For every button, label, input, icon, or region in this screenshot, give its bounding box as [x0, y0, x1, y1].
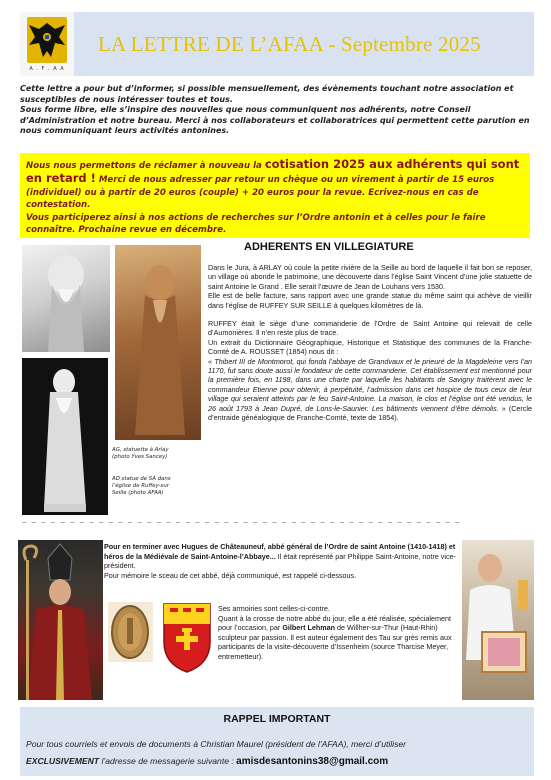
article-paragraph: Ses armoiries sont celles-ci-contre.: [218, 604, 330, 613]
rappel-box: [20, 707, 534, 776]
abbot-seal-image: [108, 602, 153, 662]
notice-highlight: cotisation 2025 aux adhérents qui sont en retard !: [26, 157, 520, 186]
rappel-line-1: Pour tous courriels et envois de documents à Christian Maurel (président de l’AFAA), merci d’utiliser: [26, 739, 407, 749]
article-crosse: [218, 604, 460, 661]
statue-photo-white: [22, 358, 108, 515]
intro-text: [20, 84, 534, 137]
quote-open: «: [208, 356, 215, 366]
article-paragraph: Pour mémoire le sceau de cet abbé, déjà communiqué, est rappelé ci-dessous.: [104, 570, 357, 580]
article-bold-intro: Pour en terminer avec Hugues de Châteauneuf, abbé général de l’Ordre de saint Antoine (1410-1418) et héros de la Médiévale de Saint-Antoine-l’Abbaye...: [104, 542, 456, 561]
article-paragraph: Un extrait du Dictionnaire Géographique, Historique et Statistique des communes de la Franche-Comté de A. ROUSSET (1854) nous dit :: [208, 337, 532, 357]
article-paragraph: Dans le Jura, à ARLAY où coule la petite rivière de la Seille au bord de laquelle il fait bon se reposer, un village où abonde le patrimoine, une découverte dans l’église Saint Vincent d’une jolie statuette de saint Antoine le Grand . Elle serait l’œuvre de Jean de Louhans vers 1530.: [208, 263, 532, 291]
quote-text: Thibert III de Montmorot, qui fonda l’abbaye de Grandvaux et le prieuré de la Magdeleine vers l’an 1170, fut sans doute aussi le fondateur de cette commanderie. Cet établissement est mentionné pour la première fois, en 1198, dans une charte par laquelle les habitants de Savigny traitèrent avec le commandeur Etienne pour obtenir, à perpétuité, l’admission dans cet hospice de tous ceux de leur village qui seraient atteints par le feu Saint-Antoine. La maison, le clos et l’église ont été vendus, le 26 août 1793 à Jean Dupré, de Lons-le-Saunier. Les bâtiments viennent d’être démolis.: [208, 356, 532, 413]
intro-paragraph-1: Cette lettre a pour but d’informer, si possible mensuellement, des évènements touchant notre association et susceptibles de nous intéresser toutes et tous.: [20, 84, 514, 104]
section-title-villegiature: ADHERENTS EN VILLEGIATURE: [244, 241, 414, 253]
article-villegiature: [208, 263, 532, 423]
contact-email: amisdesantonins38@gmail.com: [236, 756, 389, 767]
rappel-exclusive: EXCLUSIVEMENT: [26, 756, 100, 766]
abbot-photo: [18, 540, 103, 700]
caption-line: AD statue de SA dans: [112, 476, 171, 482]
coat-of-arms-icon: [162, 602, 212, 674]
page-title: LA LETTRE DE L’AFAA - Septembre 2025: [98, 32, 481, 56]
logo-caption: A . F . A A: [29, 66, 65, 72]
sculptor-photo: [462, 540, 534, 700]
notice-text-a: Nous nous permettons de réclamer à nouveau la: [26, 161, 265, 171]
article-paragraph: Elle est de belle facture, sans rapport avec une grande statue du même saint qui achève de vieillir dans l’église de RUFFEY SUR SEILLE à quelques kilomètres de là.: [208, 291, 532, 310]
caption-line: l’église de Ruffey-sur: [112, 483, 169, 489]
caption-line: (photo Yves Sancey): [112, 454, 168, 460]
photo-caption-arlay: [112, 447, 202, 461]
rappel-text: l’adresse de messagerie suivante :: [99, 756, 237, 766]
article-quote: [208, 357, 532, 423]
section-divider: — — — — — — — — — — — — — — — — — — — — — — — — — — — — — — — — — — — — — — — — — — — — — —: [22, 518, 461, 526]
eagle-crest-icon: [25, 15, 69, 65]
caption-line: Seille (photo AFAA): [112, 490, 164, 496]
notice-paragraph-2: Vous participerez ainsi à nos actions de recherches sur l’Ordre antonin et à celles pour le faire connaître. Prochaine revue en décembre.: [26, 212, 486, 236]
article-chateauneuf: [104, 542, 460, 580]
intro-paragraph-2: Sous forme libre, elle s’inspire des nouvelles que nous communiquent nos adhérents, notre Conseil d’Administration et notre bureau. Merci à nos collaborateurs et collaboratrices qui permettent cette parution en nous communiquant leurs activités antonines.: [20, 105, 530, 136]
article-intro-rest: Il était représenté par Philippe Saint-Antoine, notre vice-président.: [104, 551, 456, 570]
membership-notice: [20, 153, 530, 238]
article-paragraph: RUFFEY était le siège d’une commanderie de l’Ordre de Saint Antoine qui relevait de celle d’Aumonières. Il n’en reste plus de trace.: [208, 319, 532, 338]
article-text: de Willher-sur-Thur (Haut-Rhin) sculpteur par passion. Il est auteur également des Tau sur grès remis aux participants de la visite-découverte d’Issenheim (source Tharcise Meyer, entremetteur).: [218, 623, 452, 661]
rappel-line-2: [26, 756, 388, 767]
caption-line: AG, statuette à Arlay: [112, 447, 169, 453]
photo-caption-ruffey: [112, 476, 202, 497]
quote-close: » (Cercle d’entraide généalogique de Franche-Comté, texte de 1854).: [208, 403, 532, 423]
logo: [20, 12, 74, 76]
article-text: Quant à la crosse de notre abbé du jour, elle a été réalisée, spécialement pour l’occasion, par: [218, 613, 451, 632]
statue-photo-arlay: [22, 245, 110, 352]
statue-photo-ruffey: [115, 245, 201, 440]
sculptor-name: Gilbert Lehman: [282, 623, 336, 632]
seal-icon: [108, 602, 153, 662]
rappel-title: RAPPEL IMPORTANT: [223, 713, 331, 725]
header-banner: [20, 12, 534, 76]
notice-paragraph-1: [26, 158, 524, 212]
notice-text-c: Merci de nous adresser par retour un chèque ou un virement à partir de 15 euros (individuel) ou à partir de 20 euros (couple) + 20 euros pour la revue. Ecrivez-nous en cas de contestation.: [26, 175, 495, 211]
article-paragraph: [218, 614, 460, 662]
article-paragraph: [104, 542, 460, 571]
